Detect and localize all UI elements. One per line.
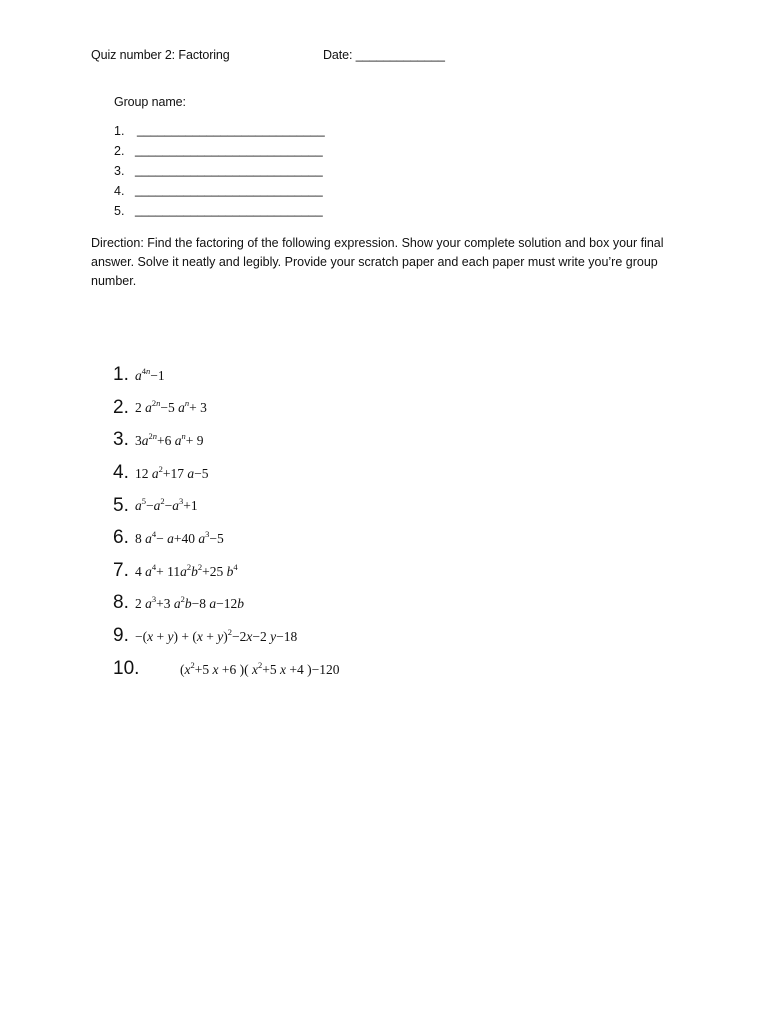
problem-expression: 2 $a^3+3$ $a^2b-8$ a−12b [135,594,244,611]
problem-number: 9. [113,625,129,646]
problem-number: 10. [113,658,140,679]
problem-number: 3. [113,429,129,450]
problem-expression: ($x^2+5$ x +6 )( $x^2+5$ x +4 )−120 [180,660,340,677]
problem-number: 2. [113,397,129,418]
problem-expression: 12 $a^2+17$ a−5 [135,464,209,481]
group-name-label: Group name: [114,95,186,109]
member-number: 5. [114,204,125,218]
member-number: 4. [114,184,125,198]
problem-number: 5. [113,495,129,516]
problem-expression: $a^{4n}-1$ [135,366,165,383]
problem-number: 7. [113,560,129,581]
problem-expression: 8 $a^4- a+40$ $a^3-5$ [135,529,224,546]
member-number: 2. [114,144,125,158]
problem-expression: $3a^{2n}+6$ $a^n+ 9$ [135,431,204,448]
problem-number: 6. [113,527,129,548]
member-blank-line: ___________________________ [135,183,323,197]
member-blank-line: ___________________________ [137,123,325,137]
problem-number: 1. [113,364,129,385]
problem-expression: $a^5-a^2-a^3+1$ [135,496,198,513]
member-number: 3. [114,164,125,178]
member-blank-line: ___________________________ [135,203,323,217]
problem-expression: 2 $a^{2n}-5$ $a^n+ 3$ [135,398,207,415]
problem-number: 8. [113,592,129,613]
member-blank-line: ___________________________ [135,163,323,177]
direction-text: Direction: Find the factoring of the following expression. Show your complete solution and box your final answer. Solve it neatly and legibly. Provide your scratch paper and each paper must write you’re group number. [91,236,664,288]
member-number: 1. [114,124,125,138]
problem-expression: $-(x + y) + (x + y)^2-2x-2$ y−18 [135,627,298,644]
member-blank-line: ___________________________ [135,143,323,157]
problem-number: 4. [113,462,129,483]
date-field: Date: _____________ [323,48,445,62]
problem-expression: 4 $a^4+ 11a^2b^2+25$ $b^4$ [135,562,238,579]
quiz-title: Quiz number 2: Factoring [91,48,230,62]
